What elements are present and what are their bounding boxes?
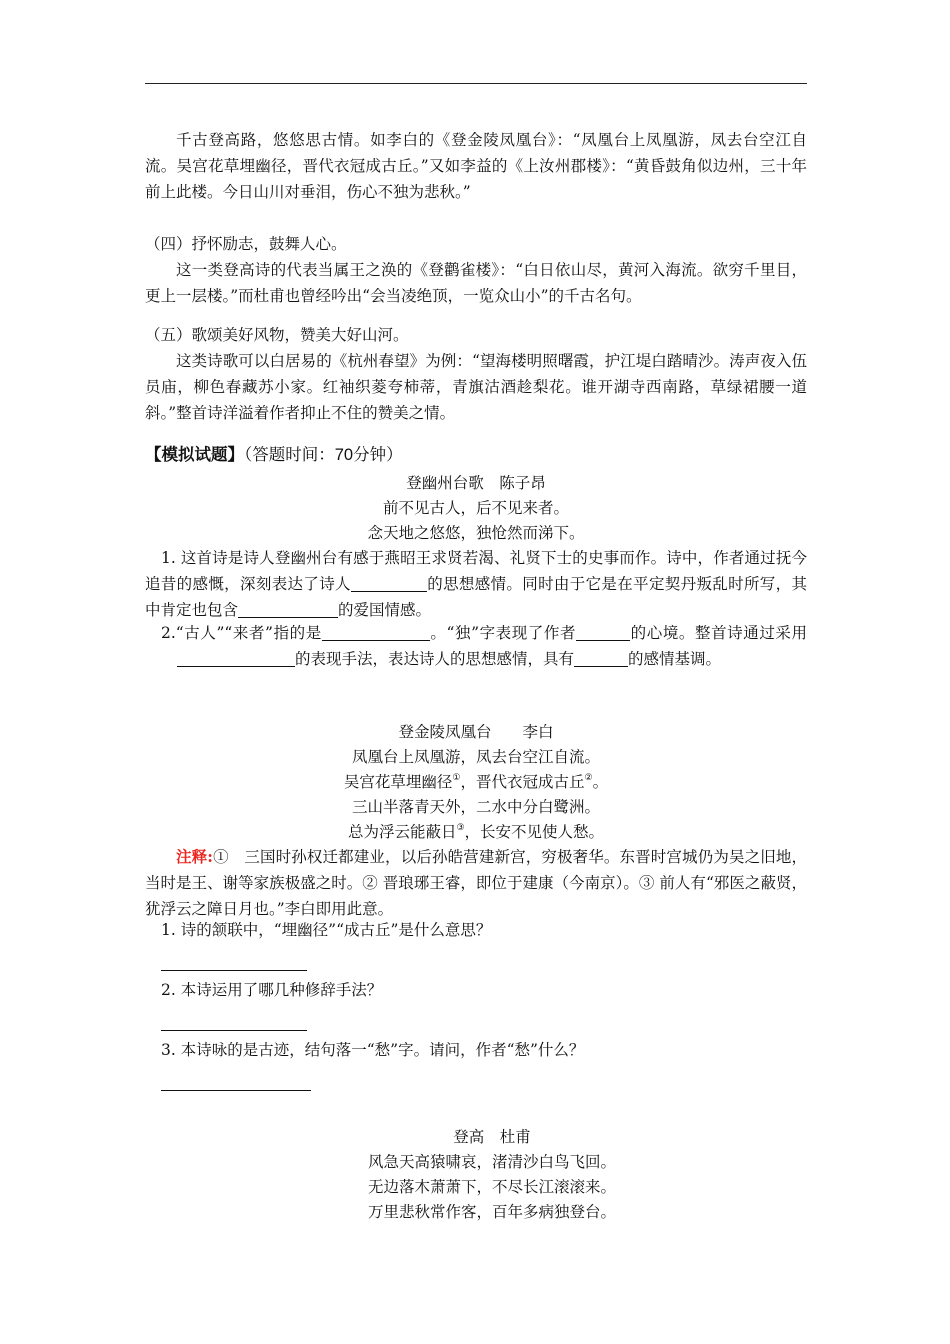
poem2-line [145, 769, 807, 795]
footnote-marker: ② [584, 773, 593, 783]
header-rule [145, 83, 807, 84]
answer-line[interactable] [145, 969, 307, 971]
section4-text: 这一类登高诗的代表当属王之涣的《登鹳雀楼》：“白日依山尽，黄河入海流。欲穷千里目，更上一层楼。”而杜甫也曾经吟出“会当凌绝顶，一览众山小”的千古名句。 [145, 261, 807, 305]
q1-text-b: 的思想感情。同时由于它是在平定契丹叛乱时所写，其中肯定也包含 [145, 575, 807, 619]
footnote-marker: ① [452, 773, 461, 783]
answer-blank[interactable] [238, 599, 338, 618]
poem3-line: 万里悲秋常作客，百年多病独登台。 [367, 1203, 616, 1221]
poem1-question-1 [145, 545, 807, 623]
poem2-line: 三山半落青天外，二水中分白鹭洲。 [351, 798, 600, 816]
q2-text-b: 。“独”字表现了作者 [429, 624, 577, 642]
poem2-line4-a: 总为浮云能蔽日 [347, 823, 457, 841]
poem1-title: 登幽州台歌 陈子昂 [406, 474, 546, 492]
answer-blank[interactable] [322, 622, 430, 641]
poem1-question-2 [145, 620, 807, 672]
poem2-line [145, 819, 807, 845]
poem2-line2-c: 。 [592, 773, 609, 791]
poem2-title: 登金陵凤凰台 李白 [398, 723, 554, 741]
q1-text-c: 的爱国情感。 [338, 601, 432, 619]
exam-time-suffix: 分钟） [353, 445, 403, 464]
answer-line[interactable] [145, 1089, 311, 1091]
section5-title: （五）歌颂美好风物，赞美大好山河。 [145, 326, 409, 344]
poem3-line: 风急天高猿啸哀，渚清沙白鸟飞回。 [367, 1153, 616, 1171]
answer-blank[interactable] [576, 622, 630, 641]
note-label: 注释: [176, 847, 213, 866]
poem2-question-1: 1. 诗的颔联中，“埋幽径”“成古丘”是什么意思？ [161, 921, 492, 939]
q2-text-a: 2.“古人”“来者”指的是 [161, 624, 322, 642]
answer-blank[interactable] [574, 648, 628, 667]
answer-line[interactable] [145, 1029, 307, 1031]
q2-text-c: 的心境。整首诗通过采用 [630, 624, 807, 642]
answer-blank[interactable] [177, 648, 295, 667]
poem3-title: 登高 杜甫 [453, 1128, 531, 1146]
exam-heading [145, 442, 807, 468]
exam-time-prefix: （答题时间： [244, 445, 335, 464]
q2-text-d: 的表现手法，表达诗人的思想感情，具有 [295, 650, 575, 668]
section5-text: 这类诗歌可以白居易的《杭州春望》为例：“望海楼明照曙霞，护江堤白踏晴沙。涛声夜入伍员庙，柳色春藏苏小家。红袖织菱夸柿蒂，青旗沽酒趁梨花。谁开湖寺西南路，草绿裙腰一道斜。”整首诗洋溢着作者抑止不住的赞美之情。 [145, 352, 807, 422]
poem2-question-2: 2. 本诗运用了哪几种修辞手法？ [161, 981, 383, 999]
q1-text-a: 1. 这首诗是诗人登幽州台有感于燕昭王求贤若渴、礼贤下士的史事而作。诗中，作者通过抚今追昔的感慨，深刻表达了诗人 [145, 549, 807, 593]
poem1-line: 念天地之悠悠，独怆然而涕下。 [367, 524, 585, 542]
poem1-line: 前不见古人，后不见来者。 [382, 499, 569, 517]
poem2-question-3: 3. 本诗咏的是古迹，结句落一“愁”字。请问，作者“愁”什么？ [161, 1041, 585, 1059]
section4-title: （四）抒怀励志，鼓舞人心。 [145, 235, 347, 253]
intro-paragraph: 千古登高路，悠悠思古情。如李白的《登金陵凤凰台》：“凤凰台上凤凰游，凤去台空江自流。吴宫花草埋幽径，晋代衣冠成古丘。”又如李益的《上汝州郡楼》：“黄昏鼓角似边州，三十年前上此楼。今日山川对垂泪，伤心不独为悲秋。” [145, 131, 807, 201]
poem2-notes [145, 844, 807, 922]
note-text: ① 三国时孙权迁都建业，以后孙皓营建新宫，穷极奢华。东晋时宫城仍为吴之旧地，当时是王、谢等家族极盛之时。② 晋琅琊王睿，即位于建康（今南京）。③ 前人有“邪医之蔽贤，犹浮云之障日月也。”李白即用此意。 [145, 848, 807, 918]
poem2-line4-b: ，长安不见使人愁。 [464, 823, 605, 841]
footnote-marker: ③ [456, 823, 465, 833]
poem2-line2-a: 吴宫花草埋幽径 [343, 773, 453, 791]
poem3-line: 无边落木萧萧下，不尽长江滚滚来。 [367, 1178, 616, 1196]
exam-time-value: 70 [334, 446, 354, 464]
answer-blank[interactable] [351, 573, 427, 592]
poem2-line: 凤凰台上凤凰游，凤去台空江自流。 [351, 748, 600, 766]
poem2-line2-b: ，晋代衣冠成古丘 [460, 773, 585, 791]
exam-heading-label: 【模拟试题】 [145, 446, 244, 464]
q2-text-e: 的感情基调。 [628, 650, 722, 668]
